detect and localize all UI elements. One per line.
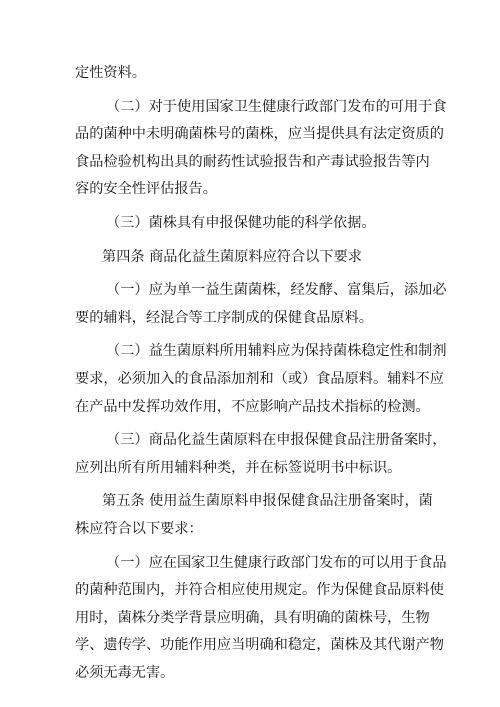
article-4-item-1 xyxy=(75,277,447,332)
text-line: 在产品中发挥功效作用，不应影响产品技术指标的检测。 xyxy=(75,398,430,415)
article-4-item-2 xyxy=(75,338,447,421)
document-page xyxy=(75,60,447,687)
text-line: 食品检验机构出具的耐药性试验报告和产毒试验报告等内 xyxy=(75,153,430,170)
article-4-heading xyxy=(75,244,430,272)
text-line: （三）菌株具有申报保健功能的科学依据。 xyxy=(106,214,376,231)
article-4-item-3 xyxy=(75,427,447,482)
text-line: 应列出所有所用辅料种类，并在标签说明书中标识。 xyxy=(75,459,402,476)
text-line: （一）应在国家卫生健康行政部门发布的可以用于食品 xyxy=(106,554,447,571)
paragraph-item-3 xyxy=(75,210,430,238)
text-line: （二）益生菌原料所用辅料应为保持菌株稳定性和制剂 xyxy=(106,343,447,360)
text-line: （三）商品化益生菌原料在申报保健食品注册备案时， xyxy=(106,432,447,449)
text-line: 第四条 商品化益生菌原料应符合以下要求 xyxy=(102,248,362,265)
text-line: 的菌种范围内，并符合相应使用规定。作为保健食品原料使 xyxy=(75,582,444,599)
paragraph-item-2 xyxy=(75,94,447,204)
text-line: 第五条 使用益生菌原料申报保健食品注册备案时，菌 xyxy=(102,493,433,510)
text-line: （二）对于使用国家卫生健康行政部门发布的可用于食 xyxy=(106,98,447,115)
text-line: 株应符合以下要求： xyxy=(75,520,203,537)
text-line: 学、遗传学、功能作用应当明确和稳定，菌株及其代谢产物 xyxy=(75,637,444,654)
article-5-heading xyxy=(75,488,433,543)
text-line: 用时，菌株分类学背景应明确，具有明确的菌株号，生物 xyxy=(75,609,430,626)
paragraph-continuation xyxy=(75,60,430,88)
text-line: （一）应为单一益生菌菌株，经发酵、富集后，添加必 xyxy=(106,282,447,299)
text-line: 品的菌种中未明确菌株号的菌株，应当提供具有法定资质的 xyxy=(75,126,444,143)
text-line: 要的辅料，经混合等工序制成的保健食品原料。 xyxy=(75,309,373,326)
text-line: 定性资料。 xyxy=(75,65,146,81)
text-line: 要求，必须加入的食品添加剂和（或）食品原料。辅料不应 xyxy=(75,370,444,387)
article-5-item-1 xyxy=(75,550,447,688)
text-line: 必须无毒无害。 xyxy=(75,664,175,681)
text-line: 容的安全性评估报告。 xyxy=(75,181,217,198)
